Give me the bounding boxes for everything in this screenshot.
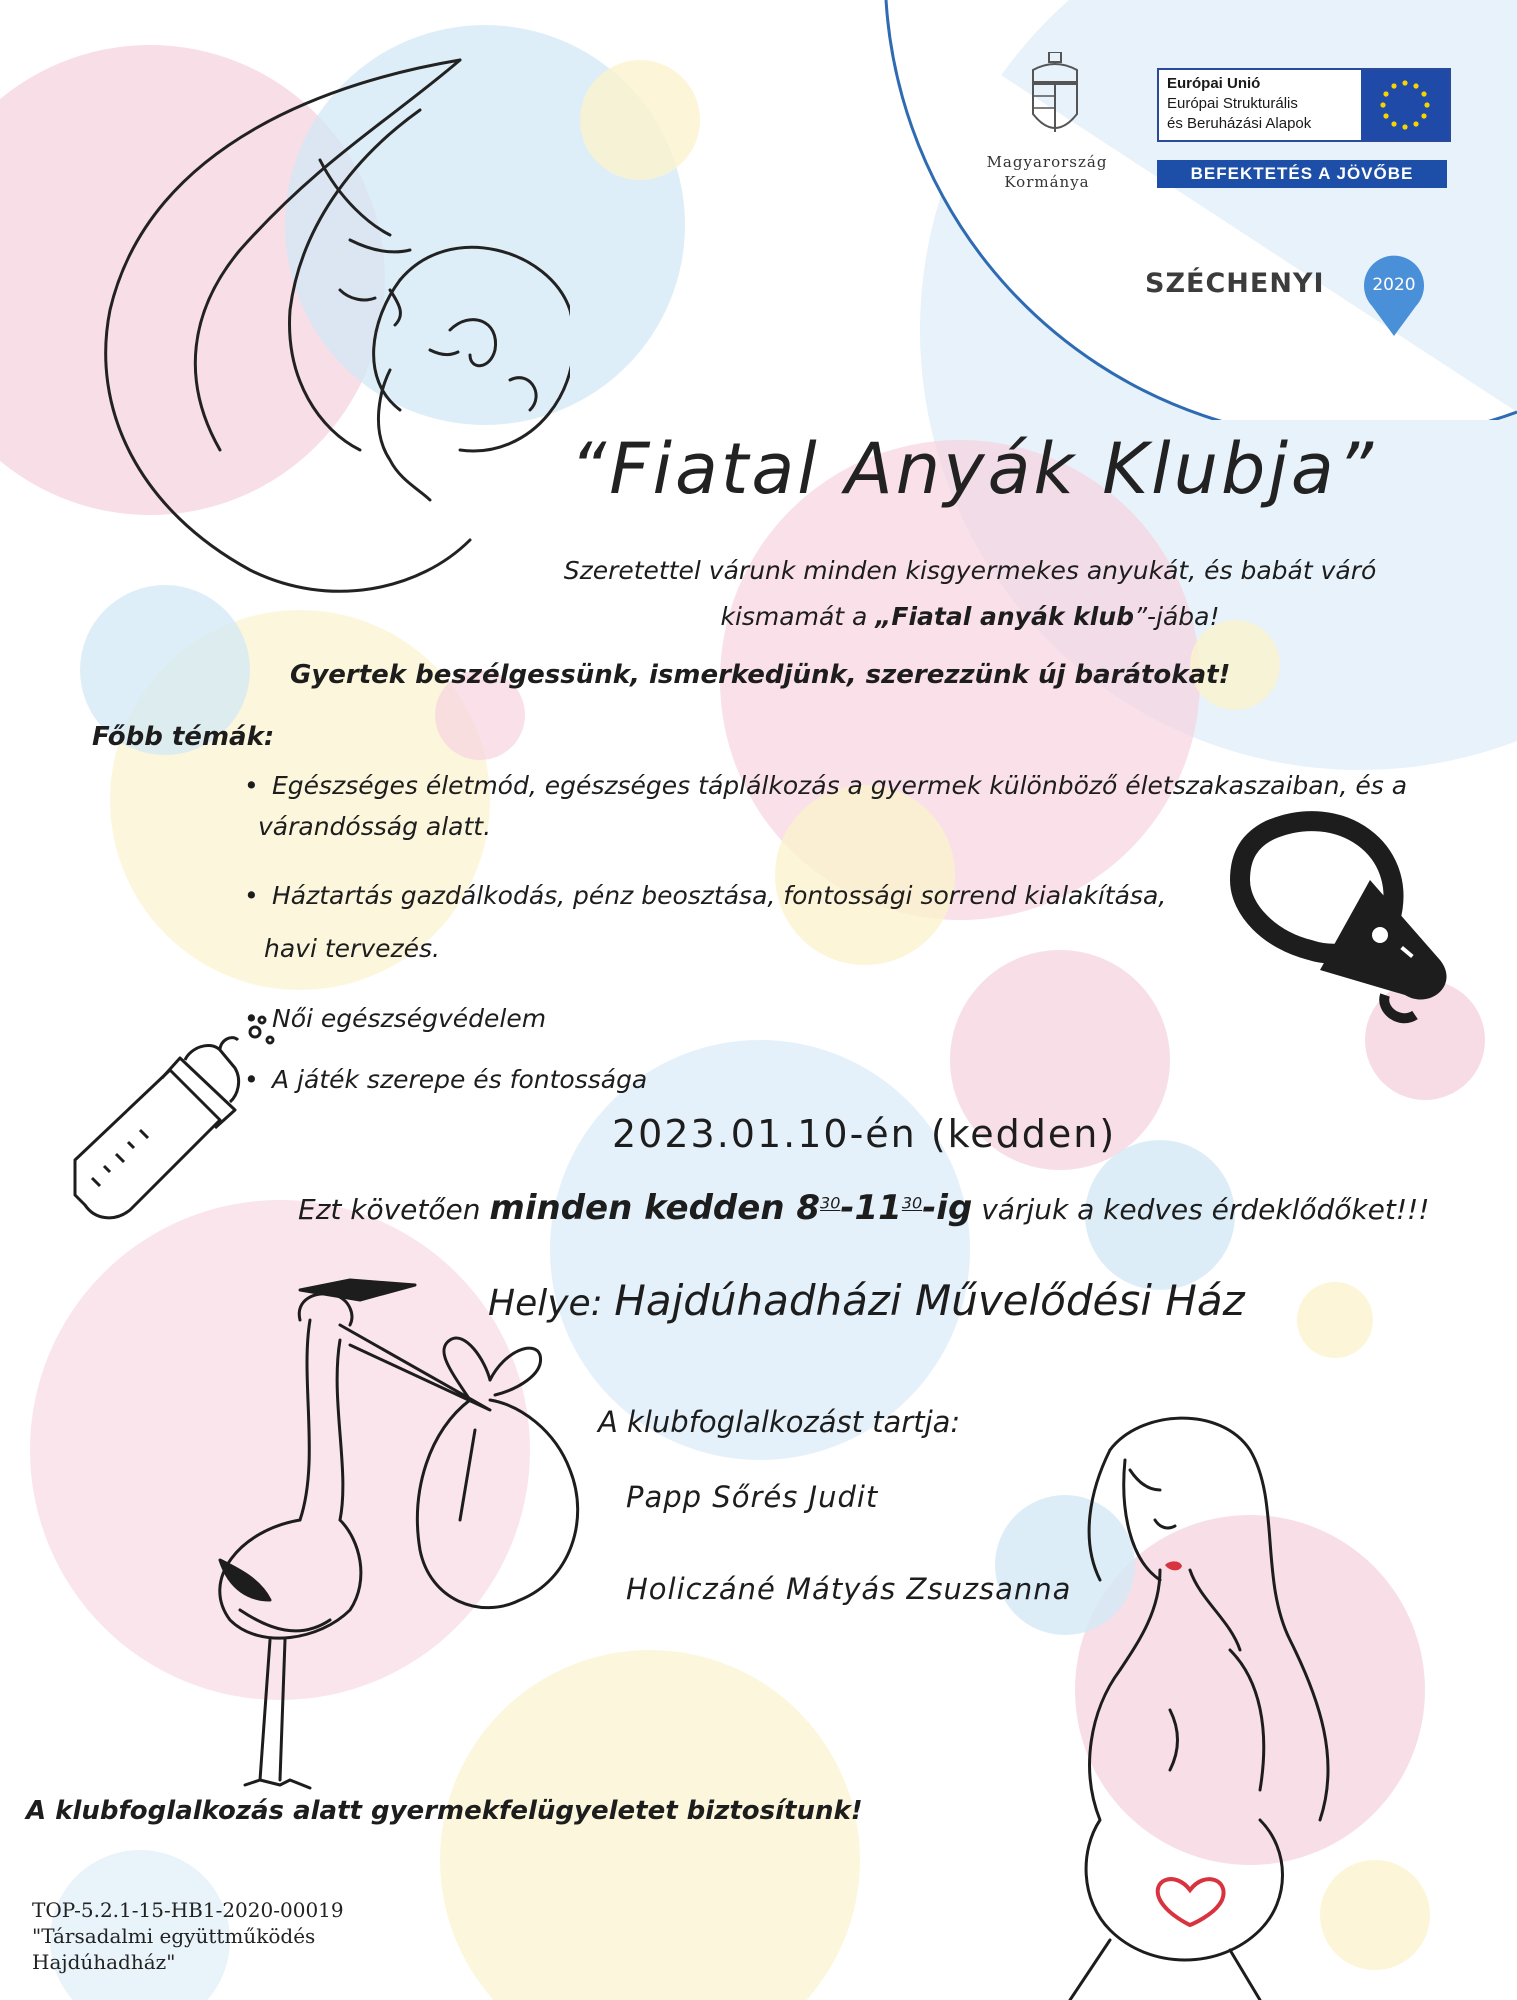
eu-logo-text [1167, 74, 1311, 134]
schedule-minutes-end: 30 [901, 1193, 923, 1213]
topics-heading: Főbb témák: [92, 722, 275, 752]
childcare-note: A klubfoglalkozás alatt gyermekfelügyeletet biztosítunk! [26, 1796, 863, 1826]
pregnant-woman-illustration [1030, 1410, 1390, 2000]
eu-banner: BEFEKTETÉS A JÖVŐBE [1157, 160, 1447, 188]
intro-line-2 [500, 594, 1440, 640]
schedule-after: várjuk a kedves érdeklődőket!!! [972, 1193, 1430, 1226]
schedule-time-start: minden kedden 8 [489, 1188, 821, 1228]
topic-item: • Háztartás gazdálkodás, pénz beosztása, fontossági sorrend kialakítása, [272, 872, 1166, 920]
schedule-text [298, 1188, 1430, 1228]
szechenyi-year: 2020 [1372, 275, 1416, 295]
intro-line-1: Szeretettel várunk minden kisgyermekes anyukát, és babát váró [563, 556, 1377, 585]
stork-illustration [200, 1260, 620, 1820]
eu-flag-icon [1361, 70, 1449, 140]
topic-item: • A játék szerepe és fontossága [272, 1056, 647, 1104]
szechenyi-pin-icon [1358, 248, 1430, 338]
club-name: „Fiatal anyák klub [875, 602, 1135, 631]
schedule-time-end: -11 [840, 1188, 902, 1228]
gov-line-1: Magyarország [986, 153, 1108, 171]
eu-logo [1157, 68, 1451, 142]
invite-text: Gyertek beszélgessünk, ismerkedjünk, szerezzünk új barátokat! [290, 660, 1231, 690]
page-title: “Fiatal Anyák Klubja” [570, 428, 1377, 510]
mother-baby-illustration [90, 50, 570, 610]
schedule-suffix: -ig [922, 1188, 973, 1228]
logo-arc [880, 0, 1517, 420]
project-title-line-1: "Társadalmi együttműködés [32, 1924, 316, 1948]
host-name: Papp Sőrés Judit [626, 1480, 879, 1514]
project-code: TOP-5.2.1-15-HB1-2020-00019 [32, 1898, 344, 1922]
eu-line-1: Európai Unió [1167, 75, 1261, 92]
project-title-line-2: Hajdúhadház" [32, 1950, 176, 1974]
schedule-before: Ezt követően [298, 1193, 490, 1226]
eu-line-2: Európai Strukturális [1167, 95, 1298, 112]
szechenyi-logo-text: SZÉCHENYI [1145, 268, 1325, 299]
pacifier-icon [1230, 810, 1470, 1030]
gov-line-2: Kormánya [1004, 173, 1090, 191]
eu-line-3: és Beruházási Alapok [1167, 115, 1312, 132]
venue-name: Hajdúhadházi Művelődési Ház [614, 1276, 1245, 1325]
baby-bottle-icon [70, 1010, 290, 1230]
project-footer [32, 1897, 344, 1975]
topic-item-continuation: havi tervezés. [264, 934, 440, 963]
host-name: Holiczáné Mátyás Zsuzsanna [626, 1572, 1072, 1606]
topic-item: • Egészséges életmód, egészséges táplálkozás a gyermek különböző életszakaszaiban, és a [272, 762, 1407, 810]
schedule-minutes-start: 30 [820, 1193, 841, 1213]
intro-line-2-end: ”-jába! [1134, 602, 1220, 631]
intro-line-2-start: kismamát a [720, 602, 876, 631]
government-logo-text [982, 152, 1112, 192]
start-date: 2023.01.10-én (kedden) [612, 1112, 1117, 1156]
topic-item: • Női egészségvédelem [272, 995, 546, 1043]
venue-label: Helye: [488, 1283, 615, 1324]
topic-item-continuation: várandósság alatt. [258, 812, 492, 841]
intro-text [500, 548, 1440, 640]
hosts-heading: A klubfoglalkozást tartja: [598, 1405, 961, 1439]
coat-of-arms-icon [1025, 52, 1085, 144]
